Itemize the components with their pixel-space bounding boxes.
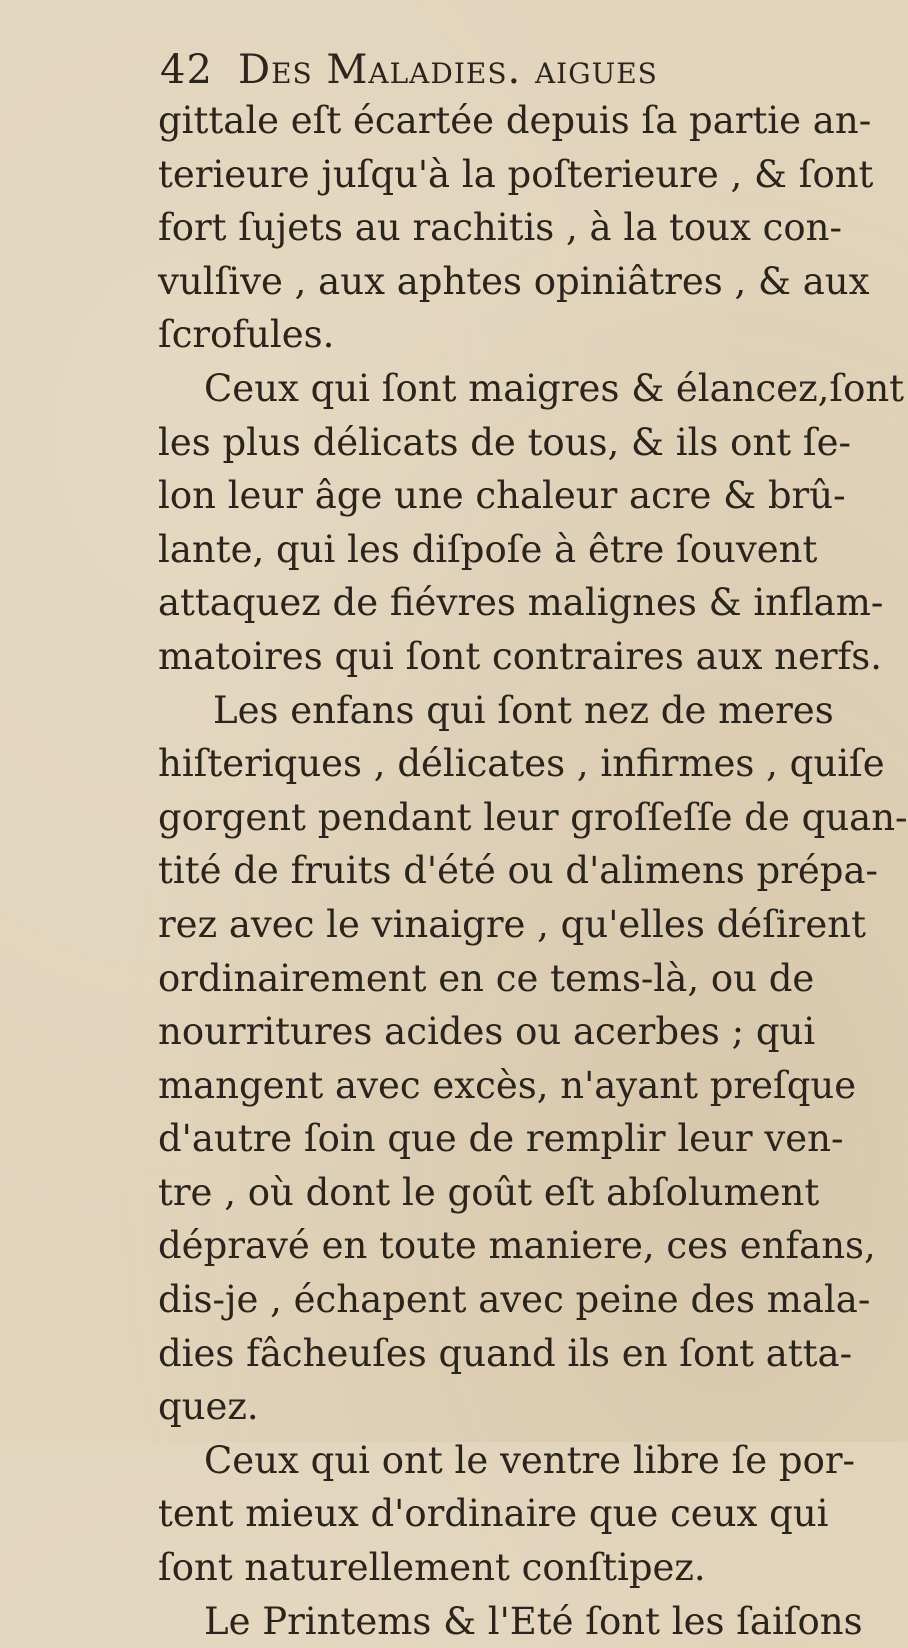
text-line: nourritures acides ou acerbes ; qui bbox=[158, 1010, 816, 1054]
text-line: tité de fruits d'été ou d'alimens prépa- bbox=[158, 849, 879, 893]
text-line: gittale eſt écartée depuis ſa partie an- bbox=[158, 99, 872, 142]
text-line: lon leur âge une chaleur acre & brû- bbox=[158, 474, 846, 518]
text-line: Les enfans qui ſont nez de meres bbox=[213, 688, 834, 732]
running-title: Des Maladies. aigues bbox=[238, 47, 658, 93]
text-line: dies fâcheuſes quand ils en ſont atta- bbox=[158, 1331, 853, 1375]
text-line: ſont naturellement conſtipez. bbox=[158, 1546, 706, 1590]
text-line: tent mieux d'ordinaire que ceux qui bbox=[158, 1492, 829, 1536]
body-text bbox=[158, 94, 908, 1648]
running-head bbox=[160, 44, 760, 96]
text-line: mangent avec excès, n'ayant preſque bbox=[158, 1063, 857, 1107]
text-line: Le Printems & l'Eté ſont les ſaiſons bbox=[204, 1599, 863, 1643]
page-number: 42 bbox=[160, 47, 213, 93]
text-line: dis-je , échapent avec peine des mala- bbox=[158, 1278, 871, 1322]
text-line: ordinairement en ce tems-là, ou de bbox=[158, 956, 815, 1000]
text-line: lante, qui les diſpoſe à être ſouvent bbox=[158, 527, 818, 571]
text-line: ſcrofules. bbox=[158, 313, 335, 357]
text-line: rez avec le vinaigre , qu'elles déſirent bbox=[158, 902, 866, 946]
text-line: attaquez de fiévres malignes & inflam- bbox=[158, 581, 884, 625]
text-line: quez. bbox=[158, 1385, 259, 1429]
text-line: d'autre ſoin que de remplir leur ven- bbox=[158, 1117, 844, 1161]
text-line: Ceux qui ont le ventre libre ſe por- bbox=[204, 1438, 856, 1482]
text-line: Ceux qui ſont maigres & élancez,ſont bbox=[204, 366, 905, 410]
text-line: gorgent pendant leur groſſeſſe de quan- bbox=[158, 795, 908, 839]
text-line: dépravé en toute maniere, ces enfans, bbox=[158, 1224, 876, 1268]
text-line: les plus délicats de tous, & ils ont ſe- bbox=[158, 420, 851, 464]
text-line: terieure juſqu'à la poſterieure , & ſont bbox=[158, 152, 874, 196]
text-line: tre , où dont le goût eſt abſolument bbox=[158, 1170, 820, 1214]
text-line: fort ſujets au rachitis , à la toux con- bbox=[158, 206, 842, 250]
text-line: vulſive , aux aphtes opiniâtres , & aux bbox=[158, 259, 870, 303]
text-line: matoires qui ſont contraires aux nerfs. bbox=[158, 634, 882, 678]
text-line: hiſteriques , délicates , infirmes , quiſe bbox=[158, 742, 885, 786]
